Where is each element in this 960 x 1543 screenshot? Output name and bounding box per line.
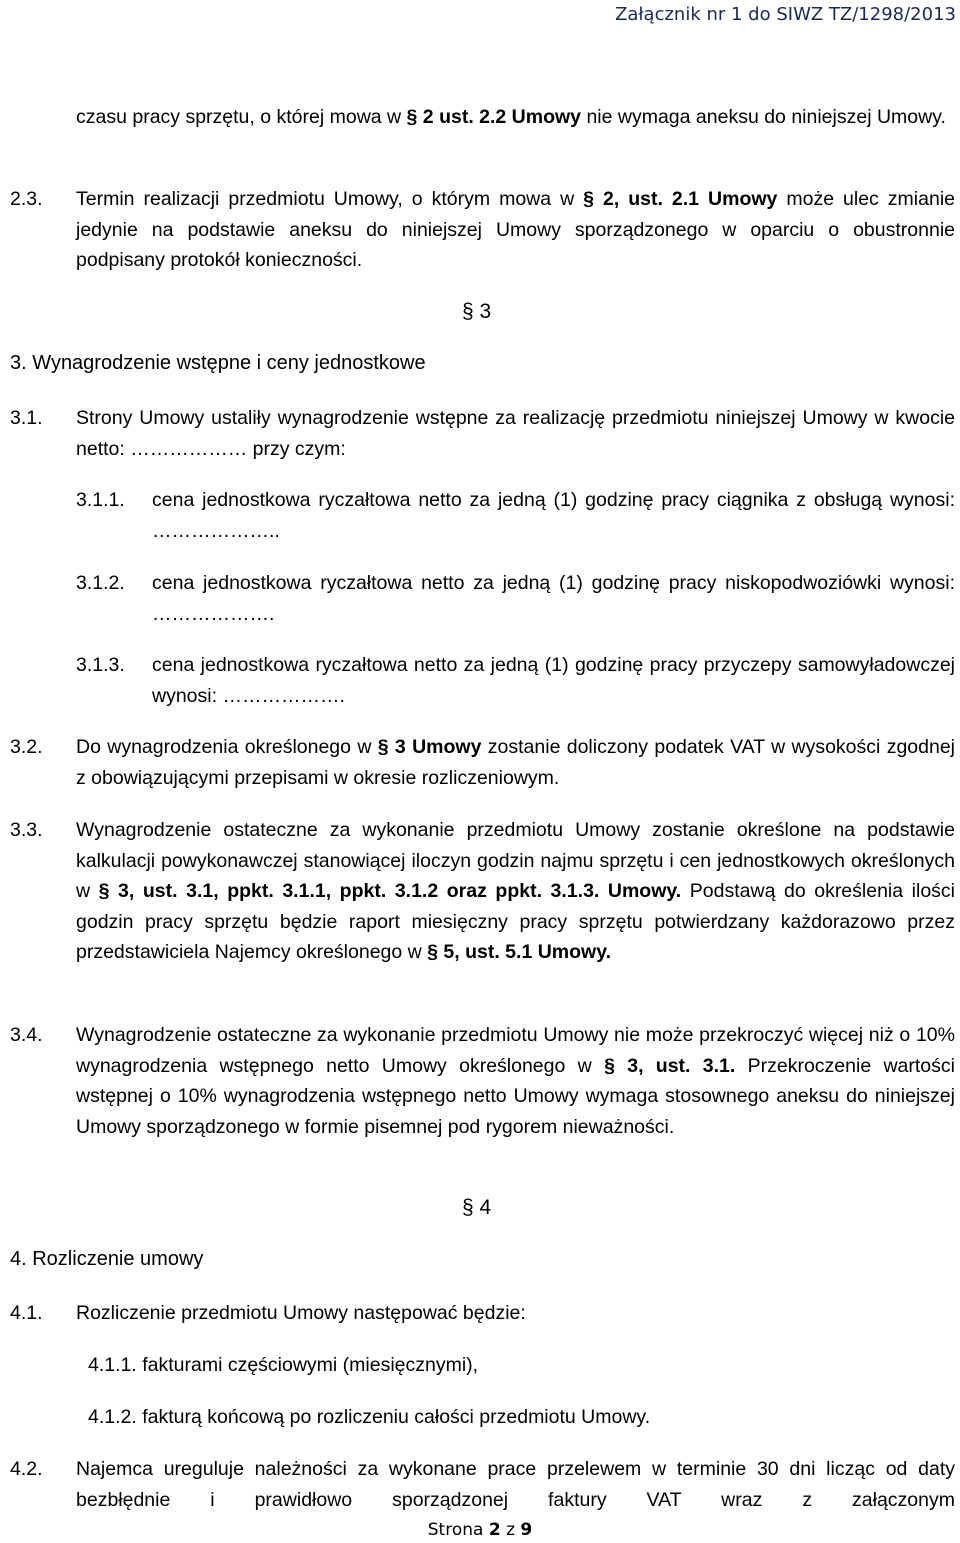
paragraph-3-3: [76, 815, 955, 968]
s33-ref-2: § 5, ust. 5.1 Umowy.: [427, 941, 612, 964]
page-header: Załącznik nr 1 do SIWZ TZ/1298/2013: [615, 4, 956, 25]
item-number-3-4: 3.4.: [10, 1024, 43, 1046]
item-number-3-1-1: 3.1.1.: [76, 489, 125, 511]
s23-text-a: Termin realizacji przedmiotu Umowy, o którym mowa w: [76, 188, 584, 210]
item-number-3-1-2: 3.1.2.: [76, 572, 125, 594]
item-number-3-2: 3.2.: [10, 736, 43, 758]
item-number-3-3: 3.3.: [10, 819, 43, 841]
s23-text-c: może ulec zmianie jedynie na podstawie aneksu do niniejszej Umowy sporządzonego w oparciu o obustronnie podpisany protokół konieczności.: [76, 188, 955, 272]
footer-mid: z: [500, 1520, 521, 1540]
section-symbol-4: § 4: [462, 1196, 492, 1219]
intro-text-a: czasu pracy sprzętu, o której mowa w: [76, 106, 407, 128]
s32-text-c: zostanie doliczony podatek VAT w wysokości zgodnej z obowiązującymi przepisami w okresie rozliczeniowym.: [76, 736, 956, 789]
s33-text-a: Wynagrodzenie ostateczne za wykonanie przedmiotu Umowy zostanie określone na podstawie kalkulacji powykonawczej stanowiącej iloczyn godzin najmu sprzętu i cen jednostkowych określonych w: [76, 819, 955, 903]
paragraph-4-1: Rozliczenie przedmiotu Umowy następować będzie:: [76, 1302, 526, 1324]
s33-text-c: Podstawą do określenia ilości godzin pracy sprzętu będzie raport miesięczny pracy sprzętu potwierdzany każdorazowo przez przedstawiciela Najemcy określonego w: [76, 880, 956, 964]
s34-ref: § 3, ust. 3.1.: [604, 1054, 736, 1077]
page-footer: [0, 1520, 960, 1540]
footer-total: 9: [520, 1520, 533, 1540]
paragraph-3-4: [76, 1020, 955, 1142]
item-number-2-3: 2.3.: [10, 188, 43, 210]
s32-ref: § 3 Umowy: [377, 736, 482, 758]
footer-prefix: Strona: [427, 1520, 489, 1540]
paragraph-4-2: Najemca ureguluje należności za wykonane prace przelewem w terminie 30 dni licząc od daty bezbłędnie i prawidłowo sporządzonej faktury VAT wraz z załączonym: [76, 1458, 955, 1511]
paragraph-3-1-3: cena jednostkowa ryczałtowa netto za jedną (1) godzinę pracy przyczepy samowyładowczej wynosi: ……………….: [152, 654, 955, 707]
s33-ref-1: § 3, ust. 3.1, ppkt. 3.1.1, ppkt. 3.1.2 oraz ppkt. 3.1.3. Umowy.: [98, 880, 682, 903]
s32-text-a: Do wynagrodzenia określonego w: [76, 736, 378, 758]
item-number-3-1: 3.1.: [10, 407, 43, 429]
paragraph-intro: [76, 102, 955, 133]
section-title-3: 3. Wynagrodzenie wstępne i ceny jednostkowe: [10, 352, 426, 374]
section-symbol-3: § 3: [462, 300, 492, 323]
item-4-1-2: 4.1.2. fakturą końcową po rozliczeniu całości przedmiotu Umowy.: [88, 1406, 651, 1428]
item-number-3-1-3: 3.1.3.: [76, 654, 125, 676]
item-number-4-2: 4.2.: [10, 1458, 43, 1480]
item-number-4-1: 4.1.: [10, 1302, 43, 1324]
paragraph-3-1: Strony Umowy ustaliły wynagrodzenie wstępne za realizację przedmiotu niniejszej Umowy w kwocie netto: ……………… przy czym:: [76, 407, 955, 460]
intro-ref: § 2 ust. 2.2 Umowy: [406, 106, 582, 128]
section-title-4: 4. Rozliczenie umowy: [10, 1248, 204, 1270]
item-4-1-1: 4.1.1. fakturami częściowymi (miesięcznymi),: [88, 1354, 479, 1376]
paragraph-2-3: [76, 184, 955, 276]
s23-ref: § 2, ust. 2.1 Umowy: [583, 188, 778, 210]
s34-text-c: Przekroczenie wartości wstępnej o 10% wynagrodzenia wstępnego netto Umowy wymaga stosownego aneksu do niniejszej Umowy sporządzonego w formie pisemnej pod rygorem nieważności.: [76, 1054, 955, 1138]
intro-text-c: nie wymaga aneksu do niniejszej Umowy.: [581, 106, 946, 128]
paragraph-3-2: [76, 732, 955, 793]
footer-page: 2: [488, 1520, 501, 1540]
paragraph-3-1-1: cena jednostkowa ryczałtowa netto za jedną (1) godzinę pracy ciągnika z obsługą wynosi: ………………..: [152, 489, 955, 542]
paragraph-3-1-2: cena jednostkowa ryczałtowa netto za jedną (1) godzinę pracy niskopodwoziówki wynosi: ……………….: [152, 572, 955, 625]
s34-text-a: Wynagrodzenie ostateczne za wykonanie przedmiotu Umowy nie może przekroczyć więcej niż o 10% wynagrodzenia wstępnego netto Umowy określonego w: [76, 1024, 955, 1077]
